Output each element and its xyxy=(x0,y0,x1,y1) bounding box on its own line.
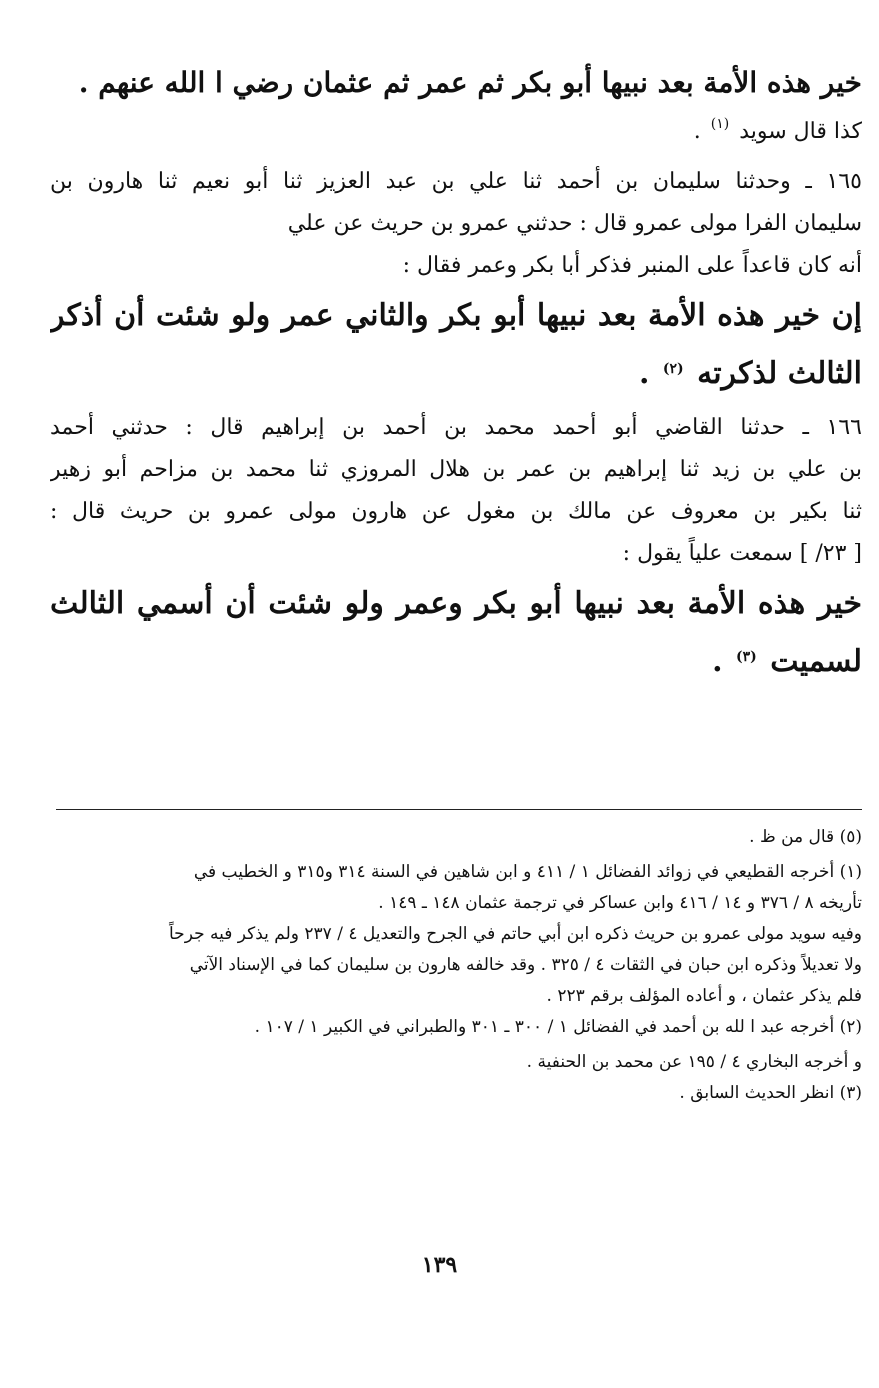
text-line-13: لسميت $^{(٣)}$ . xyxy=(712,644,862,679)
footnote-line-4: وفيه سويد مولى عمرو بن حريث ذكره ابن أبي حاتم في الجرح والتعديل ٤ / ٢٣٧ ولم يذكر فيه جرحاً xyxy=(169,924,862,944)
text-line-11: [ ٢٣/ ] سمعت علياً يقول : xyxy=(622,541,862,566)
footnote-line-7: (٢) أخرجه عبد ا لله بن أحمد في الفضائل ١ / ٣٠٠ ـ ٣٠١ والطبراني في الكبير ١ / ١٠٧ . xyxy=(254,1017,862,1037)
footnote-line-3: تأريخه ٨ / ٣٧٦ و ١٤ / ٤١٦ وابن عساكر في ترجمة عثمان ١٤٨ ـ ١٤٩ . xyxy=(378,893,862,913)
footnote-line-2: (١) أخرجه القطيعي في زوائد الفضائل ١ / ٤١١ و ابن شاهين في السنة ٣١٤ و٣١٥ و الخطيب في xyxy=(193,862,862,882)
footnote-ref-3: (٣) xyxy=(736,649,757,665)
text-line-1: خير هذه الأمة بعد نبيها أبو بكر ثم عمر ثم عثمان رضي ا الله عنهم . xyxy=(78,66,862,99)
footnote-line-1: (٥) قال من ظ . xyxy=(749,827,862,847)
text-line-3: ١٦٥ ـ وحدثنا سليمان بن أحمد ثنا علي بن عبد العزيز ثنا أبو نعيم ثنا هارون بن xyxy=(50,169,862,194)
footnote-ref-2: (٢) xyxy=(662,361,684,377)
text-line-4: سليمان الفرا مولى عمرو قال : حدثني عمرو بن حريث عن علي xyxy=(287,211,862,236)
footnote-line-9: (٣) انظر الحديث السابق . xyxy=(679,1083,862,1103)
text-line-7: الثالث لذكرته $^{(٢)}$ . xyxy=(638,356,862,391)
footnote-line-6: فلم يذكر عثمان ، و أعاده المؤلف برقم ٢٢٣ . xyxy=(546,986,862,1006)
text-line-8: ١٦٦ ـ حدثنا القاضي أبو أحمد محمد بن أحمد بن إبراهيم قال : حدثني أحمد xyxy=(50,415,862,440)
footnote-line-5: ولا تعديلاً وذكره ابن حبان في الثقات ٤ / ٣٢٥ . وقد خالفه هارون بن سليمان كما في الإسناد الآتي xyxy=(189,955,862,975)
text-line-2: كذا قال سويد $^{(١)}$ . xyxy=(693,116,862,144)
footnote-ref-1: (١) xyxy=(710,116,730,132)
footnote-line-8: و أخرجه البخاري ٤ / ١٩٥ عن محمد بن الحنفية . xyxy=(526,1052,862,1072)
page-number: ١٣٩ xyxy=(421,1252,458,1278)
footnotes xyxy=(92,822,862,1109)
main-text xyxy=(50,55,862,691)
text-line-10: ثنا بكير بن معروف عن مالك بن مغول عن هارون مولى عمرو بن حريث قال : xyxy=(50,499,862,524)
text-line-6: إن خير هذه الأمة بعد نبيها أبو بكر والثاني عمر ولو شئت أن أذكر xyxy=(50,298,862,333)
footnote-divider xyxy=(56,809,862,810)
text-line-12: خير هذه الأمة بعد نبيها أبو بكر وعمر ولو شئت أن أسمي الثالث xyxy=(50,586,862,621)
text-line-5: أنه كان قاعداً على المنبر فذكر أبا بكر وعمر فقال : xyxy=(402,253,862,278)
text-line-9: بن علي بن زيد ثنا إبراهيم بن عمر بن هلال المروزي ثنا محمد بن مزاحم أبو زهير xyxy=(50,457,862,482)
